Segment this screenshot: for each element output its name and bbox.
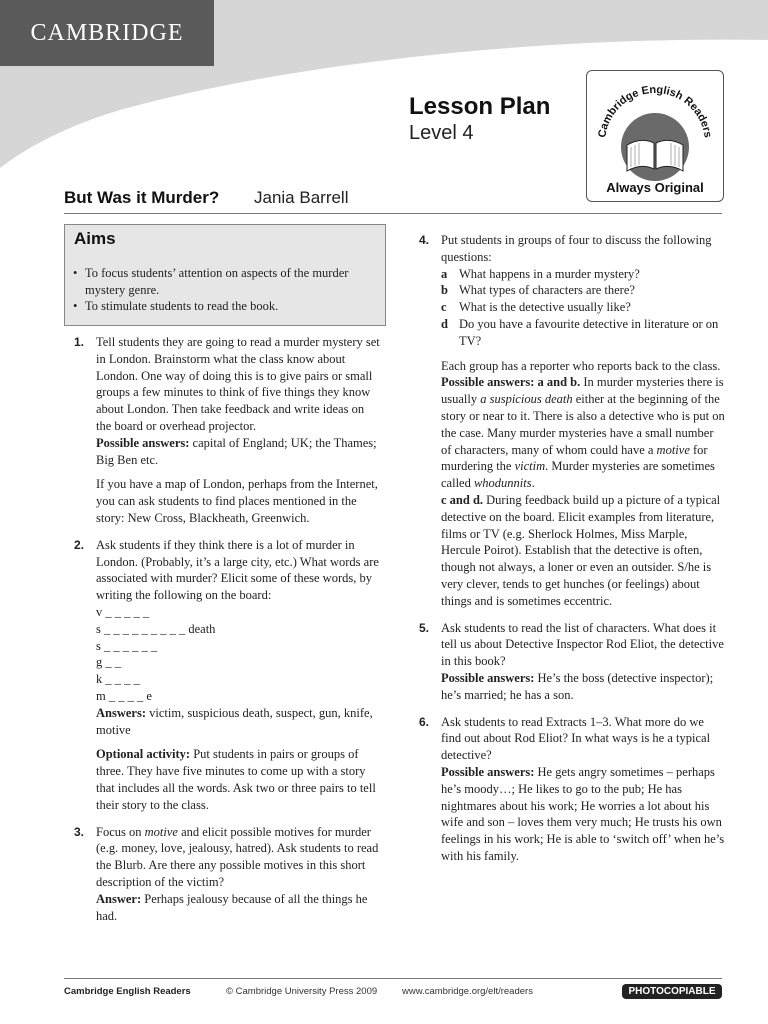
logo-arc-text: Cambridge English Readers (596, 83, 714, 139)
step-number: 1. (74, 335, 85, 349)
right-column (409, 232, 725, 875)
blank-word: s _ _ _ _ _ _ (96, 638, 158, 653)
footer-copyright: © Cambridge University Press 2009 (226, 986, 378, 997)
step-4 (409, 232, 725, 610)
answers-label: Answers: (96, 705, 146, 720)
step-number: 3. (74, 824, 85, 839)
step-5 (409, 620, 725, 704)
book-title: But Was it Murder? (64, 188, 220, 207)
brand-name: CAMBRIDGE (30, 19, 184, 46)
footer-url: www.cambridge.org/elt/readers (402, 986, 533, 997)
blank-word: m _ _ _ _ e (96, 688, 152, 703)
aims-box (64, 224, 386, 326)
level-label: Level 4 (409, 122, 474, 144)
footer-series: Cambridge English Readers (64, 986, 191, 997)
step-text: Put students in groups of four to discuss the following questions: (441, 233, 712, 264)
question-item: b What types of characters are there? (441, 283, 635, 298)
step-text: If you have a map of London, perhaps from the Internet, you can ask students to find places mentioned in the story: New Cross, Blackheath, Greenwich. (96, 477, 378, 525)
answers-label: Possible answers: a and b. (441, 375, 581, 390)
step-6 (409, 714, 725, 865)
step-text: Focus on motive and elicit possible motives for murder (e.g. money, love, jealousy, hatred). Ask students to read the Blurb. Are there any possible motives in this short description of the victim? Answer: Perhaps jealousy because of all the things he had. (96, 824, 379, 923)
series-logo (586, 70, 724, 202)
step-text: Ask students to read the list of characters. What does it tell us about Detective Inspector Rod Eliot, the detective in this book? Possible answers: He’s the boss (detective inspector); he’s married; he has a son. (441, 620, 724, 702)
question-item: a What happens in a murder mystery? (441, 266, 640, 281)
logo-tagline: Always Original (606, 180, 704, 195)
footer-divider (64, 978, 722, 979)
answers-label: Possible answers: (96, 435, 190, 450)
step-3 (64, 824, 382, 925)
optional-label: Optional activity: (96, 747, 191, 762)
answers-label: Possible answers: (441, 670, 535, 685)
answers-label: Possible answers: (441, 764, 535, 779)
aims-list (73, 265, 373, 315)
blank-word: k _ _ _ _ (96, 672, 140, 687)
blank-word: g _ _ (96, 655, 121, 670)
step-number: 5. (419, 620, 430, 635)
step-text: Ask students to read Extracts 1–3. What more do we find out about Rod Eliot? In what ways is he a typical detective? Possible answers: He gets angry sometimes – perhaps he’s moody…; He likes to go to the pub; He has nightmares about his work; He worries a lot about his wife and son – loves them very much; He trusts his own feelings in his work; He is able to ‘switch off’ when he’s with his family. (441, 714, 725, 863)
brand-logo (0, 0, 214, 66)
photocopiable-badge: PHOTOCOPIABLE (622, 984, 722, 999)
aims-item: • To stimulate students to read the book. (73, 299, 279, 313)
step-text: Ask students if they think there is a lot of murder in London. (Probably, it’s a large city, etc.) What words are associated with murder? Elicit some of these words, by writing the following on the board: (96, 537, 379, 603)
aims-heading: Aims (74, 229, 116, 248)
question-item: d Do you have a favourite detective in literature or on TV? (441, 316, 719, 348)
question-item: c What is the detective usually like? (441, 300, 631, 315)
step-number: 4. (419, 233, 430, 247)
divider (64, 213, 722, 214)
book-author: Jania Barrell (254, 188, 349, 207)
page-title: Lesson Plan (409, 93, 551, 120)
step-text: Each group has a reporter who reports back to the class. Possible answers: a and b. In murder mysteries there is usually a suspicious death either at the beginning of the story or near to it. There is also a detective who is put on the case. Many murder mysteries have a small number of characters, many of whom could have a motive for murdering the victim. Murder mysteries are sometimes called whodunnits. c and d. During feedback build up a picture of a typical detective on the board. Elicit examples from literature, films or TV (e.g. Sherlock Holmes, Miss Marple, Hercule Poirot). Establish that the detective is often, though not always, a loner or even an outsider. S/he is very clever, tends to get hunches (or feelings) about things and is sometimes eccentric. (441, 358, 725, 608)
optional-activity: Optional activity: Put students in pairs or groups of three. They have five minutes to come up with a story that includes all the words. Ask two or three pairs to tell their story to the class. (96, 747, 376, 812)
blank-words (96, 604, 382, 705)
blank-word: v _ _ _ _ _ (96, 604, 150, 619)
step-1 (64, 334, 382, 527)
blank-word: s _ _ _ _ _ _ _ _ _ death (96, 621, 216, 636)
question-list (441, 266, 725, 350)
step-2 (64, 537, 382, 814)
step-text: Tell students they are going to read a murder mystery set in London. Brainstorm what the class know about London. One way of doing this is to give pairs or small groups a few minutes to think of five things they know about London. Then take feedback and write ideas on the board or overhead projector. Possible answers: capital of England; UK; the Thames; Big Ben etc. (96, 335, 380, 467)
step-number: 6. (419, 714, 430, 729)
book-icon (587, 71, 723, 183)
answer-label: Answer: (96, 891, 142, 906)
answers-label: c and d. (441, 492, 484, 507)
aims-item: • To focus students’ attention on aspects of the murder mystery genre. (73, 266, 349, 297)
step-number: 2. (74, 537, 85, 552)
answers-text: Answers: victim, suspicious death, suspect, gun, knife, motive (96, 705, 373, 737)
left-column (64, 334, 382, 934)
